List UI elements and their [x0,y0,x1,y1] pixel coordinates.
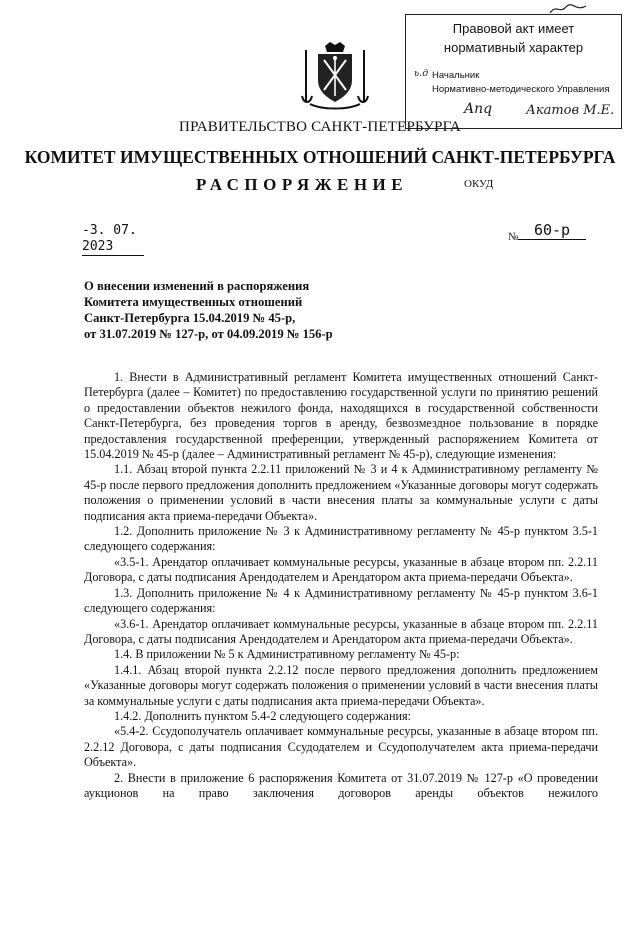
number-sign: № [508,231,519,243]
stamp-role-1: Начальник [432,70,480,81]
paragraph-1-4-1: 1.4.1. Абзац второй пункта 2.2.12 после первого предложения дополнить предложением «Указанные договоры могут содержать положения о применении условий в части внесения платы за коммунальные услуги с даты подписания акта приема-передачи Объекта». [84,662,598,708]
paragraph-5-4-2: «5.4-2. Ссудополучатель оплачивает коммунальные ресурсы, указанные в абзаце втором пп. 2.2.12 Договора, с даты подписания Ссудодателем и Ссудополучателем акта приема-передачи Объекта». [84,724,598,770]
coat-of-arms-icon [300,40,370,112]
scribble-icon [548,2,588,16]
document-subject [84,278,333,342]
stamp-mark: ь.д [414,68,429,79]
document-type: РАСПОРЯЖЕНИЕ [196,175,409,194]
document-number: 60-р [518,221,586,240]
normative-act-stamp [405,14,622,129]
document-date: -3. 07. 2023 [82,223,144,256]
stamp-signature: Акатов М.Е. [526,103,615,118]
subject-line: О внесении изменений в распоряжения [84,279,310,293]
subject-line: Санкт-Петербурга 15.04.2019 № 45-р, [84,311,296,325]
paragraph-1-4-2: 1.4.2. Дополнить пунктом 5.4-2 следующего содержания: [114,708,411,723]
subject-line: Комитета имущественных отношений [84,295,303,309]
stamp-line-2: нормативный характер [443,40,584,55]
committee-header: КОМИТЕТ ИМУЩЕСТВЕННЫХ ОТНОШЕНИЙ САНКТ-ПЕТЕРБУРГА [24,147,616,167]
stamp-role-2: Нормативно-методического Управления [432,84,610,95]
paragraph-1-4: 1.4. В приложении № 5 к Административному регламенту № 45-р: [114,647,460,662]
government-header: ПРАВИТЕЛЬСТВО САНКТ-ПЕТЕРБУРГА [179,119,461,135]
paragraph-1-3: 1.3. Дополнить приложение № 4 к Административному регламенту № 45-р пунктом 3.6-1 следующего содержания: [84,585,598,616]
document-body [84,370,598,801]
paragraph-1: 1. Внести в Административный регламент Комитета имущественных отношений Санкт-Петербурга (далее – Комитет) по предоставлению государственной услуги по принятию решений о предоставлении объектов нежилого фонда, находящихся в государственной собственности Санкт-Петербурга, без проведения торгов в аренду, безвозмездное пользование в порядке предоставления государственной преференции, утвержденный распоряжением Комитета от 15.04.2019 № 45-р (далее – Административный регламент № 45-р), следующие изменения: [84,370,598,462]
paragraph-2: 2. Внести в приложение 6 распоряжения Комитета от 31.07.2019 № 127-р «О проведении аукционов на право заключения договоров аренды объектов нежилого [84,770,598,800]
stamp-line-1: Правовой акт имеет [452,21,575,36]
paragraph-1-1: 1.1. Абзац второй пункта 2.2.11 приложений № 3 и 4 к Административному регламенту № 45-р после первого предложения дополнить предложением «Указанные договоры могут содержать положения о применении условий в части внесения платы за коммунальные услуги с даты подписания акта приема-передачи Объекта». [84,462,598,523]
stamp-initials: Anq [464,101,493,117]
okud-label: ОКУД [464,178,494,190]
subject-line: от 31.07.2019 № 127-р, от 04.09.2019 № 156-р [84,327,333,341]
paragraph-1-2: 1.2. Дополнить приложение № 3 к Административному регламенту № 45-р пунктом 3.5-1 следующего содержания: [84,524,598,554]
paragraph-3-5-1: «3.5-1. Арендатор оплачивает коммунальные ресурсы, указанные в абзаце втором пп. 2.2.11 Договора, с даты подписания Арендодателем и Арендатором акта приема-передачи Объекта». [84,554,598,585]
paragraph-3-6-1: «3.6-1. Арендатор оплачивает коммунальные ресурсы, указанные в абзаце втором пп. 2.2.11 Договора, с даты подписания Арендодателем и Арендатором акта приема-передачи Объекта». [84,616,598,646]
